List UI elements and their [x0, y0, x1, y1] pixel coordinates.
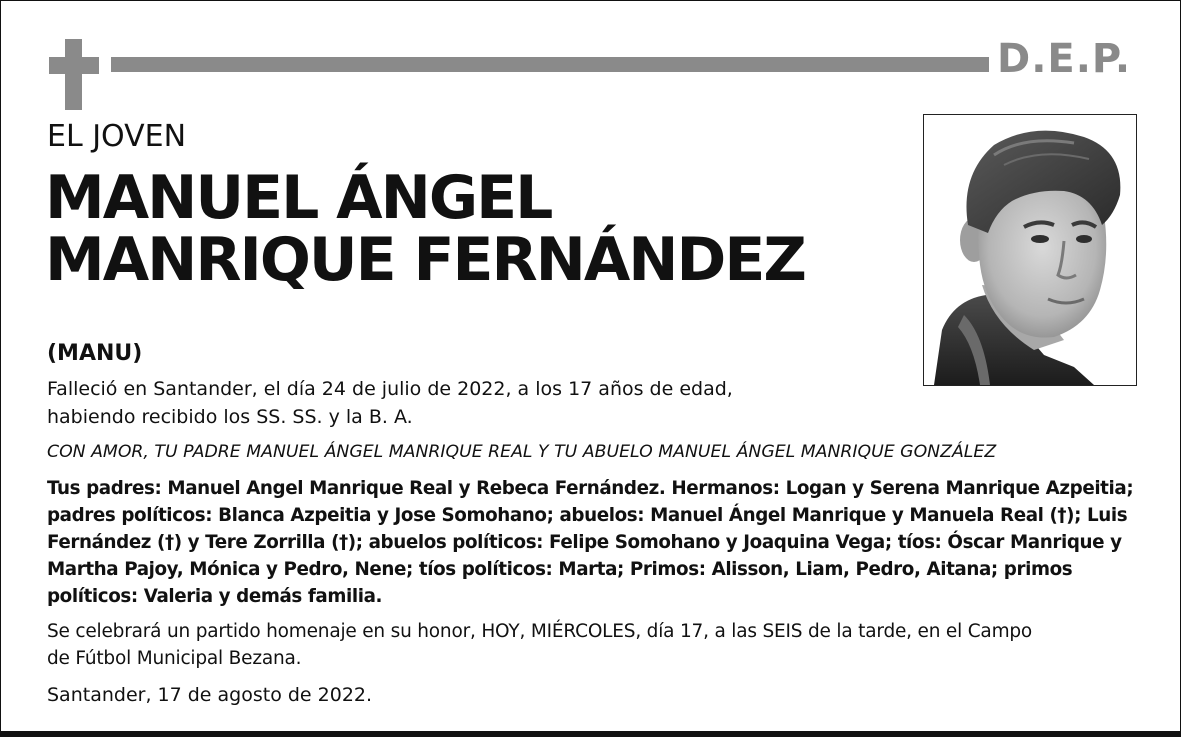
deceased-name-line1: MANUEL ÁNGEL: [45, 163, 552, 233]
death-notice-line2: habiendo recibido los SS. SS. y la B. A.: [47, 406, 413, 428]
ceremony-line2: de Fútbol Municipal Bezana.: [47, 648, 302, 669]
family-line: Tus padres: Manuel Angel Manrique Real y Rebeca Fernández. Hermanos: Logan y Serena Manrique Azpeitia;: [47, 478, 1134, 499]
dep-label: D.E.P.: [997, 36, 1132, 82]
death-notice: [47, 375, 907, 431]
family-line: políticos: Valeria y demás familia.: [47, 586, 383, 607]
dateline: Santander, 17 de agosto de 2022.: [47, 684, 373, 706]
family-line: padres políticos: Blanca Azpeitia y Jose Somohano; abuelos: Manuel Ángel Manrique y Manuela Real (†); Luis: [47, 505, 1128, 526]
portrait-illustration: [924, 115, 1136, 385]
ceremony-line1: Se celebrará un partido homenaje en su honor, HOY, MIÉRCOLES, día 17, a las SEIS de la tarde, en el Campo: [47, 621, 1033, 642]
family-line: Martha Pajoy, Mónica y Pedro, Nene; tíos políticos: Marta; Primos: Alisson, Liam, Pedro, Aitana; primos: [47, 559, 1073, 580]
cross-horizontal-bar: [49, 57, 99, 74]
deceased-name: [45, 163, 805, 295]
family-line: Fernández (†) y Tere Zorrilla (†); abuelos políticos: Felipe Somohano y Joaquina Vega; tíos: Óscar Manrique y: [47, 532, 1122, 553]
death-notice-line1: Falleció en Santander, el día 24 de julio de 2022, a los 17 años de edad,: [47, 378, 733, 400]
deceased-prefix: EL JOVEN: [47, 119, 187, 154]
cross-vertical-bar: [65, 39, 82, 110]
portrait-photo: [923, 114, 1137, 386]
deceased-name-line2: MANRIQUE FERNÁNDEZ: [45, 225, 805, 295]
header-rule: [111, 57, 989, 72]
deceased-nickname: (MANU): [47, 341, 143, 366]
ceremony-notice: [47, 618, 1157, 672]
family-list: [47, 475, 1147, 610]
dedication: CON AMOR, TU PADRE MANUEL ÁNGEL MANRIQUE REAL Y TU ABUELO MANUEL ÁNGEL MANRIQUE GONZÁLEZ: [47, 442, 997, 462]
